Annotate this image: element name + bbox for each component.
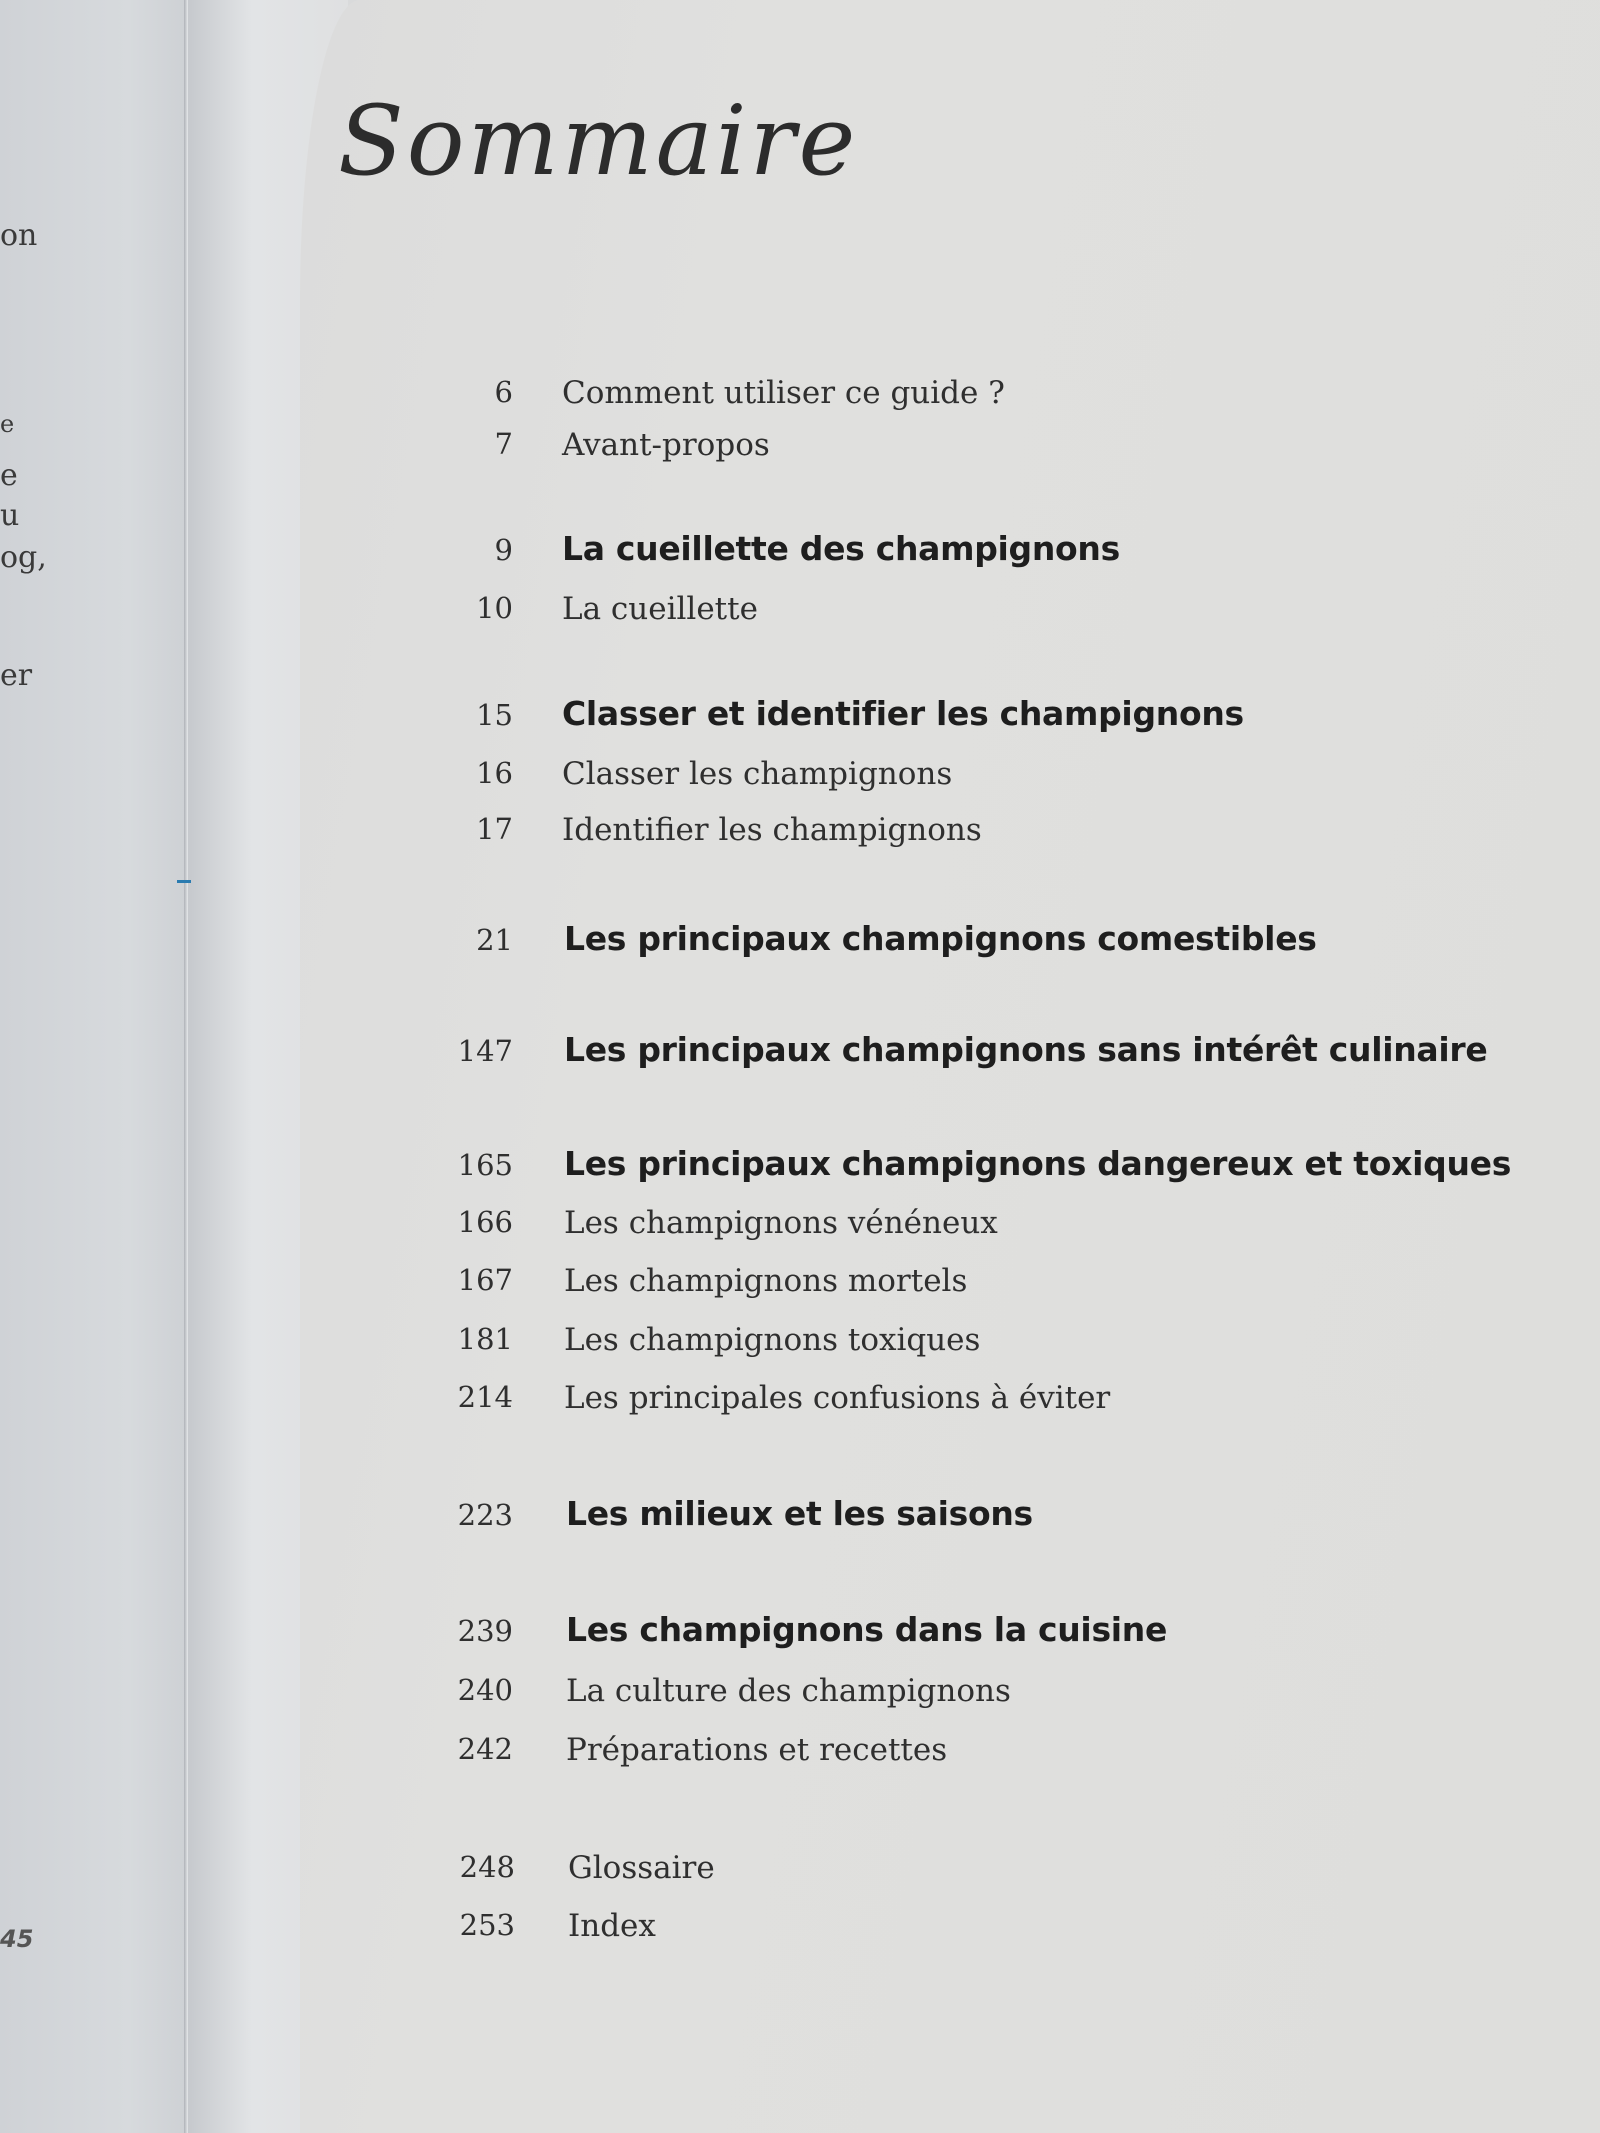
facing-page-text: e <box>0 410 15 438</box>
toc-entry <box>0 1908 1600 1954</box>
toc-subsection: Index <box>568 1908 656 1944</box>
toc-entry <box>0 427 1600 473</box>
toc-entry <box>0 1322 1600 1368</box>
toc-entry <box>0 1850 1600 1896</box>
toc-entry <box>0 375 1600 421</box>
ink-mark <box>177 880 191 883</box>
toc-page-number: 165 <box>457 1148 513 1182</box>
toc-page-number: 7 <box>494 427 513 461</box>
toc-subsection: Glossaire <box>568 1850 715 1886</box>
toc-page-number: 223 <box>457 1498 513 1532</box>
toc-entry <box>0 919 1600 969</box>
toc-entry <box>0 1144 1600 1194</box>
toc-entry <box>0 529 1600 579</box>
toc-entry <box>0 591 1600 637</box>
toc-page-number: 10 <box>476 591 513 625</box>
toc-page-number: 240 <box>457 1673 513 1707</box>
toc-subsection: Les champignons vénéneux <box>564 1205 998 1241</box>
toc-subsection: La culture des champignons <box>566 1673 1011 1709</box>
facing-page-text: u <box>0 498 20 533</box>
toc-subsection: Les principales confusions à éviter <box>564 1380 1111 1416</box>
toc-page-number: 166 <box>457 1205 513 1239</box>
toc-section-heading: Les principaux champignons sans intérêt culinaire <box>564 1030 1488 1069</box>
toc-page-number: 253 <box>459 1908 515 1942</box>
toc-page-number: 21 <box>476 923 513 957</box>
toc-section-heading: Les principaux champignons comestibles <box>564 919 1317 958</box>
toc-page-number: 214 <box>457 1380 513 1414</box>
toc-section-heading: Classer et identifier les champignons <box>562 694 1244 733</box>
toc-entry <box>0 1030 1600 1080</box>
toc-entry <box>0 1380 1600 1426</box>
toc-page-number: 239 <box>457 1614 513 1648</box>
toc-page-number: 242 <box>457 1732 513 1766</box>
toc-subsection: La cueillette <box>562 591 758 627</box>
facing-page-text: on <box>0 218 38 253</box>
toc-page-number: 15 <box>476 698 513 732</box>
toc-entry <box>0 812 1600 858</box>
toc-subsection: Identifier les champignons <box>562 812 982 848</box>
facing-page-text: e <box>0 458 18 493</box>
toc-page-number: 17 <box>476 812 513 846</box>
toc-subsection: Les champignons mortels <box>564 1263 968 1299</box>
page-title: Sommaire <box>338 85 859 197</box>
toc-section-heading: Les milieux et les saisons <box>566 1494 1033 1533</box>
toc-page-number: 16 <box>476 756 513 790</box>
toc-page-number: 6 <box>494 375 513 409</box>
toc-entry <box>0 1673 1600 1719</box>
toc-subsection: Classer les champignons <box>562 756 953 792</box>
toc-entry <box>0 1494 1600 1544</box>
toc-section-heading: La cueillette des champignons <box>562 529 1120 568</box>
toc-entry <box>0 1732 1600 1778</box>
toc-entry <box>0 1263 1600 1309</box>
toc-entry <box>0 694 1600 744</box>
toc-subsection: Préparations et recettes <box>566 1732 948 1768</box>
toc-page-number: 147 <box>457 1034 513 1068</box>
toc-page-number: 248 <box>459 1850 515 1884</box>
toc-section-heading: Les champignons dans la cuisine <box>566 1610 1168 1649</box>
toc-subsection: Avant-propos <box>562 427 770 463</box>
facing-page-number: 45 <box>0 1925 34 1953</box>
facing-page-text: er <box>0 658 33 693</box>
toc-page-number: 167 <box>457 1263 513 1297</box>
toc-page-number: 181 <box>457 1322 513 1356</box>
toc-subsection: Comment utiliser ce guide ? <box>562 375 1005 411</box>
toc-entry <box>0 1610 1600 1660</box>
toc-entry <box>0 756 1600 802</box>
toc-section-heading: Les principaux champignons dangereux et toxiques <box>564 1144 1512 1183</box>
facing-page-text: og, <box>0 540 47 575</box>
toc-entry <box>0 1205 1600 1251</box>
toc-page-number: 9 <box>494 533 513 567</box>
toc-subsection: Les champignons toxiques <box>564 1322 981 1358</box>
